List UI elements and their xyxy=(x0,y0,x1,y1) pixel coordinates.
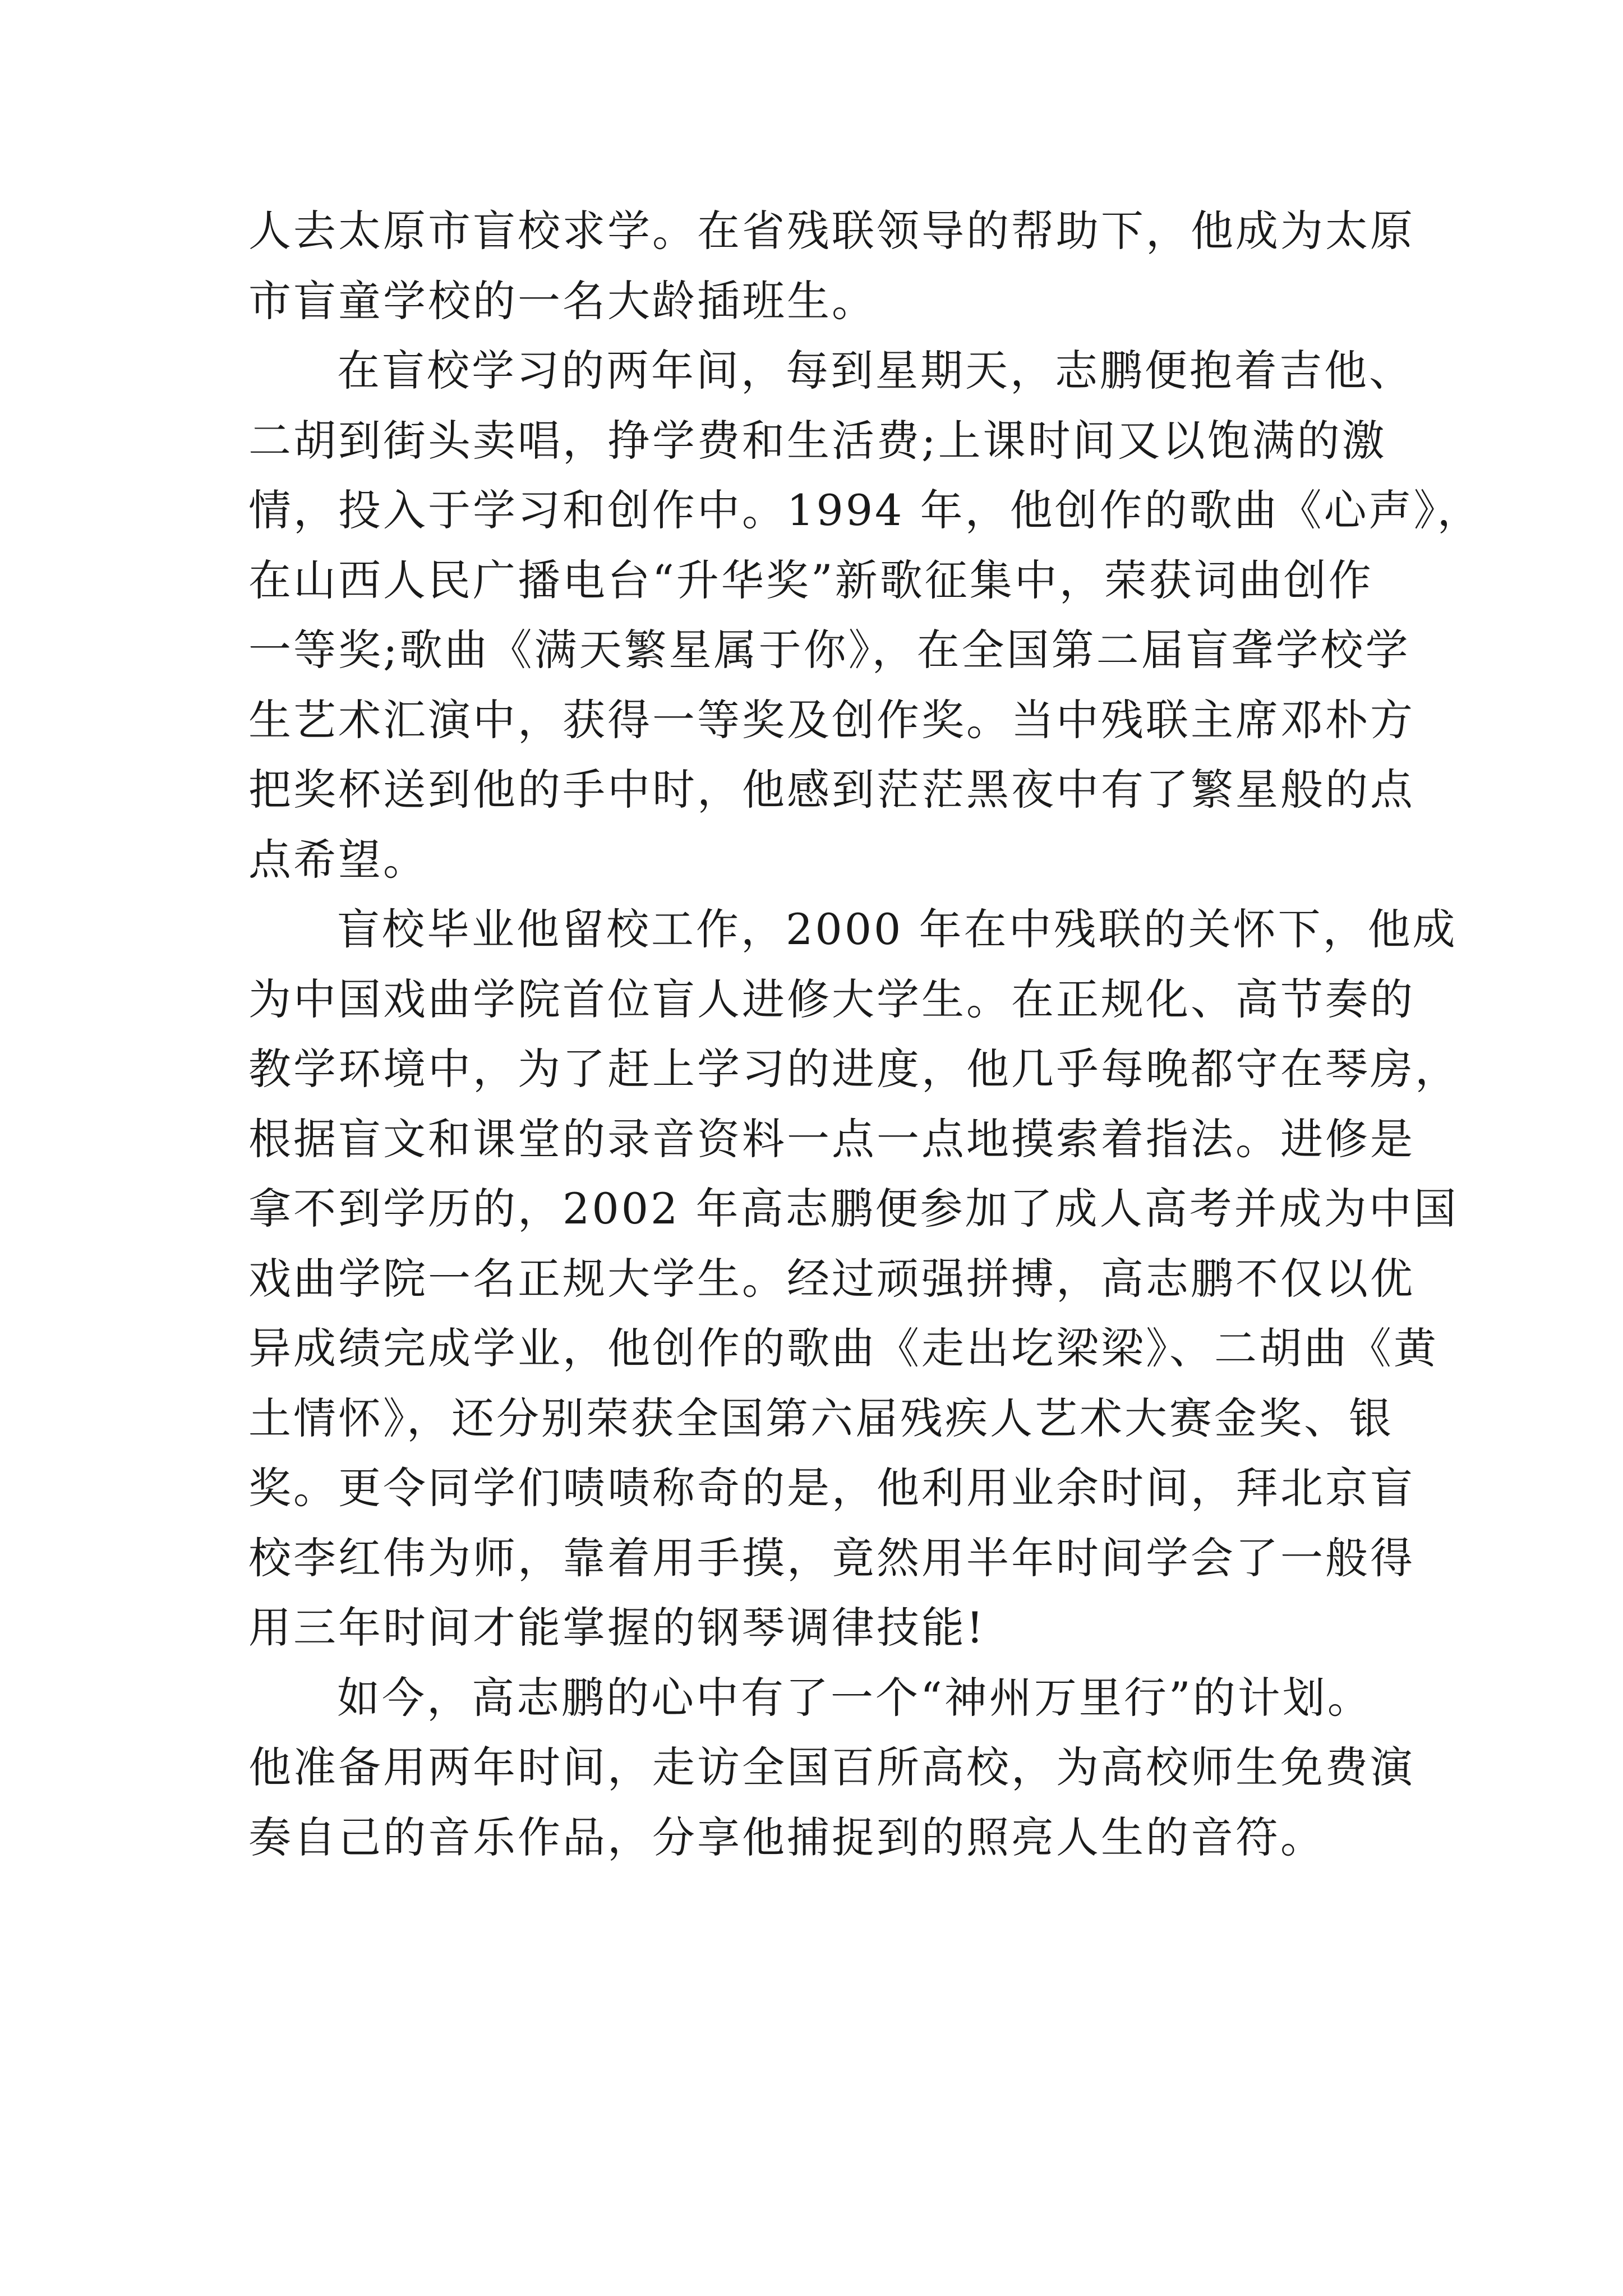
text-line: 把奖杯送到他的手中时，他感到茫茫黑夜中有了繁星般的点 xyxy=(248,765,1415,815)
text-line: 如今，高志鹏的心中有了一个“神州万里行”的计划。 xyxy=(337,1672,1372,1723)
text-line: 根据盲文和课堂的录音资料一点一点地摸索着指法。进修是 xyxy=(248,1114,1415,1164)
text-line: 异成绩完成学业，他创作的歌曲《走出圪梁梁》、二胡曲《黄 xyxy=(248,1323,1438,1373)
text-line: 土情怀》，还分别荣获全国第六届残疾人艺术大赛金奖、银 xyxy=(248,1393,1394,1443)
text-line: 为中国戏曲学院首位盲人进修大学生。在正规化、高节奏的 xyxy=(248,974,1415,1024)
text-line: 点希望。 xyxy=(248,834,428,885)
text-line: 戏曲学院一名正规大学生。经过顽强拼搏，高志鹏不仅以优 xyxy=(248,1253,1415,1304)
text-line: 他准备用两年时间，走访全国百所高校，为高校师生免费演 xyxy=(248,1742,1415,1792)
text-line: 在山西人民广播电台“升华奖”新歌征集中，荣获词曲创作 xyxy=(248,555,1373,605)
text-line: 奏自己的音乐作品，分享他捕捉到的照亮人生的音符。 xyxy=(248,1812,1325,1862)
text-line: 校李红伟为师，靠着用手摸，竟然用半年时间学会了一般得 xyxy=(248,1533,1415,1583)
paragraph xyxy=(248,1663,1415,1873)
paragraph xyxy=(248,196,1415,336)
text-line: 市盲童学校的一名大龄插班生。 xyxy=(248,275,877,326)
text-line: 教学环境中，为了赶上学习的进度，他几乎每晚都守在琴房， xyxy=(248,1044,1460,1094)
paragraph xyxy=(248,336,1482,895)
text-line: 一等奖;歌曲《满天繁星属于你》，在全国第二届盲聋学校学 xyxy=(248,625,1410,675)
document-body xyxy=(248,196,1482,1872)
text-line: 生艺术汇演中，获得一等奖及创作奖。当中残联主席邓朴方 xyxy=(248,694,1415,745)
text-line: 奖。更令同学们啧啧称奇的是，他利用业余时间，拜北京盲 xyxy=(248,1463,1415,1513)
text-line: 在盲校学习的两年间，每到星期天，志鹏便抱着吉他、 xyxy=(337,346,1414,395)
text-line: 人去太原市盲校求学。在省残联领导的帮助下，他成为太原 xyxy=(248,206,1415,256)
text-line: 拿不到学历的，2002 年高志鹏便参加了成人高考并成为中国 xyxy=(248,1184,1459,1234)
text-line: 用三年时间才能掌握的钢琴调律技能! xyxy=(248,1603,986,1653)
text-line: 二胡到街头卖唱，挣学费和生活费;上课时间又以饱满的激 xyxy=(248,415,1387,466)
paragraph xyxy=(248,895,1460,1663)
text-line: 情，投入于学习和创作中。1994 年，他创作的歌曲《心声》， xyxy=(248,485,1482,535)
text-line: 盲校毕业他留校工作，2000 年在中残联的关怀下，他成 xyxy=(337,904,1458,954)
